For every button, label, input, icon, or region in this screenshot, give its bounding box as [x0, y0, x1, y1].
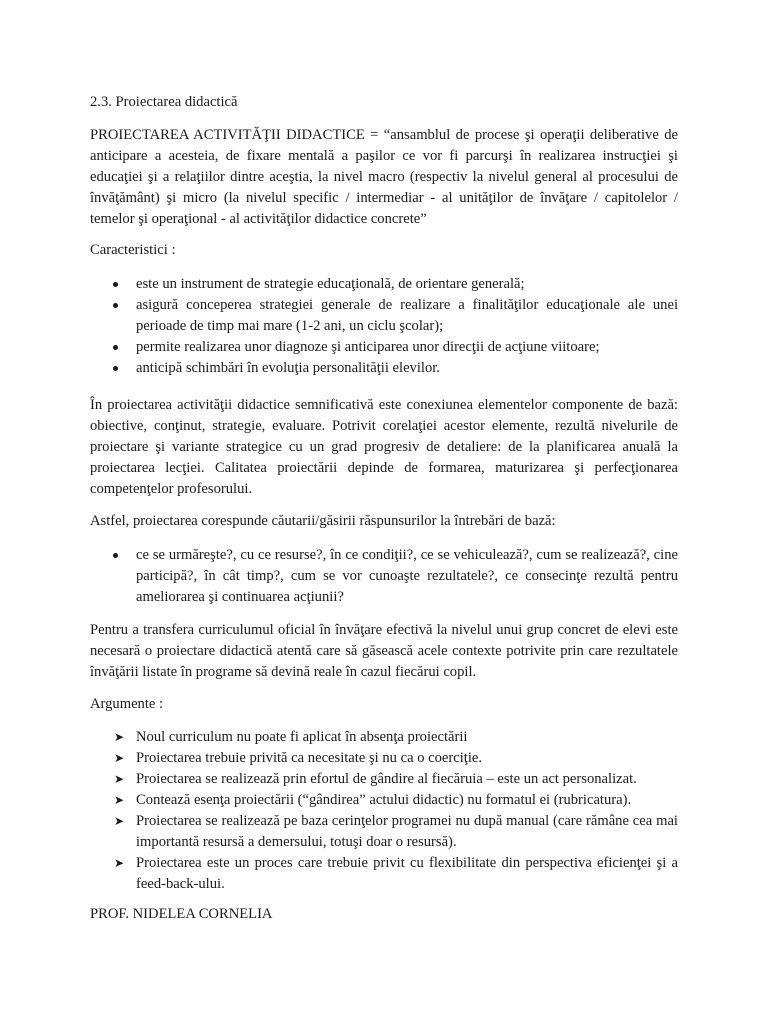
list-item: ➤ Proiectarea se realizează pe baza cerinţelor programei nu după manual (care rămâne cea mai importantă resursă a demersului, totuşi doar o resursă).	[114, 813, 678, 850]
bullet-icon	[113, 345, 118, 350]
arrow-bullet-icon: ➤	[114, 814, 125, 828]
bullet-icon	[113, 553, 118, 558]
list-item: este un instrument de strategie educaţională, de orientare generală;	[90, 274, 678, 295]
list-item: anticipă schimbări în evoluţia personalităţii elevilor.	[90, 358, 678, 379]
bullet-icon	[113, 282, 118, 287]
list-item: ➤ Proiectarea este un proces care trebuie privit cu flexibilitate din perspectiva eficienţei şi a feed-back-ului.	[114, 855, 678, 892]
arrow-bullet-icon: ➤	[114, 751, 125, 765]
list-item: ➤ Proiectarea se realizează prin efortul de gândire al fiecăruia – este un act personalizat.	[90, 769, 678, 790]
section-heading: 2.3. Proiectarea didactică	[90, 94, 238, 110]
questions-list	[90, 545, 678, 608]
characteristics-heading: Caracteristici :	[90, 242, 176, 258]
definition-paragraph: PROIECTAREA ACTIVITĂŢII DIDACTICE = “ansamblul de procese şi operaţii deliberative de anticipare a acesteia, de fixare mentală a paşilor ce vor fi parcurşi în realizarea instrucţiei şi educaţiei şi a relaţiilor dintre aceştia, la nivel macro (respectiv la nivelul general al procesului de învăţământ) şi micro (la nivelul specific / intermediar - al unităţilor de învăţare / capitolelor / temelor şi operaţional - al activităţilor didactice concrete”	[90, 127, 678, 227]
body-paragraph: Pentru a transfera curriculumul oficial în învăţare efectivă la nivelul unui grup concret de elevi este necesară o proiectare didactică atentă care să găsească acele contexte potrivite prin care rezultatele învăţării listate în programe să devină reale în cazul fiecărui copil.	[90, 622, 678, 680]
arrow-bullet-icon: ➤	[114, 772, 125, 786]
list-item: permite realizarea unor diagnoze şi anticiparea unor direcţii de acţiune viitoare;	[90, 337, 678, 358]
bullet-icon	[113, 303, 118, 308]
body-paragraph: Astfel, proiectarea corespunde căutarii/găsirii răspunsurilor la întrebări de bază:	[90, 513, 556, 529]
arguments-list	[90, 727, 678, 895]
list-item: ce se urmăreşte?, cu ce resurse?, în ce condiţii?, ce se vehiculează?, cum se realizează?, cine participă?, în cât timp?, cum se vor cunoaşte rezultatele?, ce consecinţe rezultă pentru ameliorarea şi continuarea acţiunii?	[90, 545, 678, 608]
list-item: asigură conceperea strategiei generale de realizare a finalităţilor educaţionale ale unei perioade de timp mai mare (1-2 ani, un ciclu şcolar);	[90, 295, 678, 337]
body-paragraph: În proiectarea activităţii didactice semnificativă este conexiunea elementelor componente de bază: obiective, conţinut, strategie, evaluare. Potrivit corelaţiei acestor elemente, rezultă nivelurile de proiectare şi variante strategice cu un grad progresiv de detaliere: de la planificarea anuală la proiectarea lecţiei. Calitatea proiectării depinde de formarea, maturizarea şi perfecţionarea competenţelor profesorului.	[90, 397, 678, 497]
list-item: ➤ Contează esenţa proiectării (“gândirea” actului didactic) nu formatul ei (rubricatura).	[90, 790, 678, 811]
characteristics-list	[90, 274, 678, 379]
bullet-icon	[113, 366, 118, 371]
arrow-bullet-icon: ➤	[114, 793, 125, 807]
list-item: ➤ Proiectarea trebuie privită ca necesitate şi nu ca o coerciţie.	[90, 748, 678, 769]
author-signature: PROF. NIDELEA CORNELIA	[90, 906, 273, 922]
arrow-bullet-icon: ➤	[114, 856, 125, 870]
list-item: ➤ Noul curriculum nu poate fi aplicat în absenţa proiectării	[90, 727, 678, 748]
arguments-heading: Argumente :	[90, 696, 164, 712]
arrow-bullet-icon: ➤	[114, 730, 125, 744]
